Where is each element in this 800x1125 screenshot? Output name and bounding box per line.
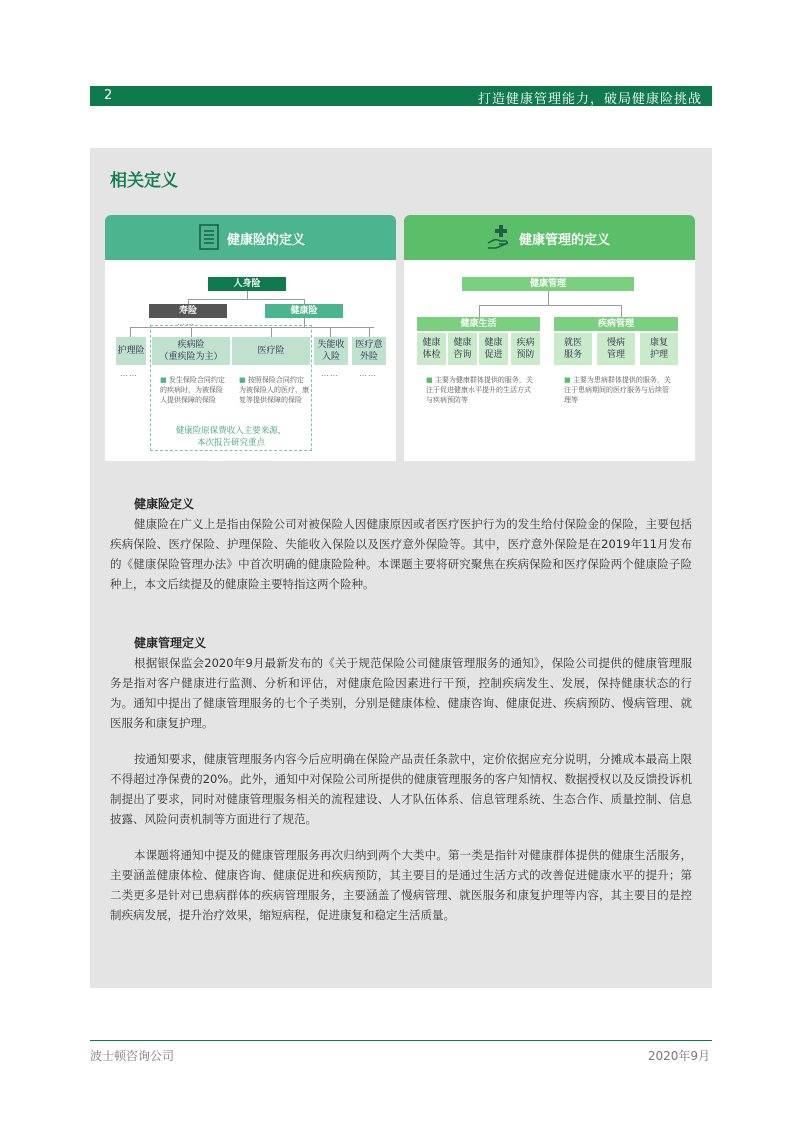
node-disease-insurance: 疾病险 （重疾险为主） xyxy=(152,337,230,365)
connector xyxy=(548,291,549,305)
connector xyxy=(130,327,131,337)
ellipsis: …… xyxy=(321,369,339,378)
connector xyxy=(479,305,621,306)
medical-insurance-note: ■ 按照保险合同约定为被保险人的医疗、康复等提供保障的保险 xyxy=(239,376,309,404)
page-number: 2 xyxy=(104,88,113,103)
footer-date: 2020年9月 xyxy=(647,1049,710,1063)
node-nursing-insurance: 护理险 xyxy=(116,337,146,365)
node-medical-accident-insurance: 医疗意 外险 xyxy=(352,337,386,365)
note-text: 发生保险合同约定的疾病时，为被保险人提供保障的保险 xyxy=(160,376,225,404)
footer-divider xyxy=(90,1040,712,1041)
card-header xyxy=(404,215,695,260)
node-life-insurance: 人身险 xyxy=(208,277,286,291)
node-term-life: 寿险 xyxy=(149,304,227,318)
node-disease-management: 疾病管理 xyxy=(554,317,678,331)
node-disease-prevention: 疾病 预防 xyxy=(511,333,540,365)
node-healthy-living: 健康生活 xyxy=(417,317,540,331)
heading-health-management-definition: 健康管理定义 xyxy=(134,636,207,650)
healthy-living-note: ■ 主要为健康群体提供的服务，关注于促进健康水平提升的生活方式与疾病预防等 xyxy=(426,376,533,404)
card-title: 健康管理的定义 xyxy=(519,233,611,248)
header-title: 打造健康管理能力，破局健康险挑战 xyxy=(477,92,702,107)
node-health-insurance: 健康险 xyxy=(265,304,343,318)
node-chronic-disease-management: 慢病 管理 xyxy=(597,333,635,365)
ellipsis: …… xyxy=(177,318,195,327)
research-focus-text: 健康险原保费收入主要来源， 本次报告研究重点 xyxy=(175,426,287,448)
note-text: 主要为患病群体提供的服务，关注于患病期间的医疗服务与后续管理等 xyxy=(564,376,671,404)
node-health-checkup: 健康 体检 xyxy=(417,333,446,365)
connector xyxy=(188,299,304,300)
connector xyxy=(479,305,480,317)
hand-plus-icon xyxy=(486,223,512,251)
node-rehabilitation-care: 康复 护理 xyxy=(640,333,678,365)
card-title: 健康险的定义 xyxy=(227,233,306,248)
connector xyxy=(247,291,248,299)
disease-insurance-note: ■ 发生保险合同约定的疾病时，为被保险人提供保障的保险 xyxy=(160,376,225,404)
section-title: 相关定义 xyxy=(110,171,178,191)
document-icon xyxy=(198,223,220,251)
node-disability-income-insurance: 失能收 入险 xyxy=(314,337,348,365)
connector xyxy=(330,327,331,337)
heading-health-insurance-definition: 健康险定义 xyxy=(134,497,195,511)
paragraph: 本课题将通知中提及的健康管理服务再次归纳到两个大类中。第一类是指针对健康群体提供的健康生活服务，主要涵盖健康体检、健康咨询、健康促进和疾病预防，其主要目的是通过生活方式的改善促进健康水平的提升；第二类更多是针对已患病群体的疾病管理服务，主要涵盖了慢病管理、就医服务和康复护理等内容，其主要目的是控制疾病发展，提升治疗效果，缩短病程，促进康复和稳定生活质量。 xyxy=(110,848,692,922)
node-medical-insurance: 医疗险 xyxy=(232,337,310,365)
connector xyxy=(369,327,370,337)
paragraph: 健康险在广义上是指由保险公司对被保险人因健康原因或者医疗医护行为的发生给付保险金的保险，主要包括疾病保险、医疗保险、护理保险、失能收入保险以及医疗意外保险等。其中，医疗意外保险是在2019年11月发布的《健康保险管理办法》中首次明确的健康险险种。本课题主要将研究聚焦在疾病保险和医疗保险两个健康险子险种上，本文后续提及的健康险主要特指这两个险种。 xyxy=(110,517,692,591)
node-medical-service: 就医 服务 xyxy=(554,333,592,365)
note-text: 按照保险合同约定为被保险人的医疗、康复等提供保障的保险 xyxy=(239,376,309,404)
header-bar xyxy=(90,86,712,106)
note-text: 主要为健康群体提供的服务，关注于促进健康水平提升的生活方式与疾病预防等 xyxy=(426,376,533,404)
node-health-promotion: 健康 促进 xyxy=(479,333,508,365)
ellipsis: …… xyxy=(359,369,377,378)
disease-management-note: ■ 主要为患病群体提供的服务，关注于患病期间的医疗服务与后续管理等 xyxy=(564,376,671,404)
paragraph: 根据银保监会2020年9月最新发布的《关于规范保险公司健康管理服务的通知》，保险公司提供的健康管理服务是指对客户健康进行监测、分析和评估，对健康危险因素进行干预，控制疾病发生、发展，保持健康状态的行为。通知中提出了健康管理服务的七个子类别，分别是健康体检、健康咨询、健康促进、疾病预防、慢病管理、就医服务和康复护理。 xyxy=(110,656,692,730)
card-header xyxy=(105,215,396,260)
footer-company: 波士顿咨询公司 xyxy=(90,1049,175,1063)
health-insurance-definition-card xyxy=(105,215,396,461)
node-health-consulting: 健康 咨询 xyxy=(448,333,477,365)
ellipsis: …… xyxy=(120,369,138,378)
connector xyxy=(621,305,622,317)
health-management-definition-card xyxy=(404,215,695,461)
node-health-management: 健康管理 xyxy=(462,277,634,291)
paragraph: 按通知要求，健康管理服务内容今后应明确在保险产品责任条款中，定价依据应充分说明，分摊成本最高上限不得超过净保费的20%。此外，通知中对保险公司所提供的健康管理服务的客户知情权、数据授权以及反馈投诉机制提出了要求，同时对健康管理服务相关的流程建设、人才队伍体系、信息管理系统、生态合作、质量控制、信息披露、风险问责机制等方面进行了规范。 xyxy=(110,752,692,826)
